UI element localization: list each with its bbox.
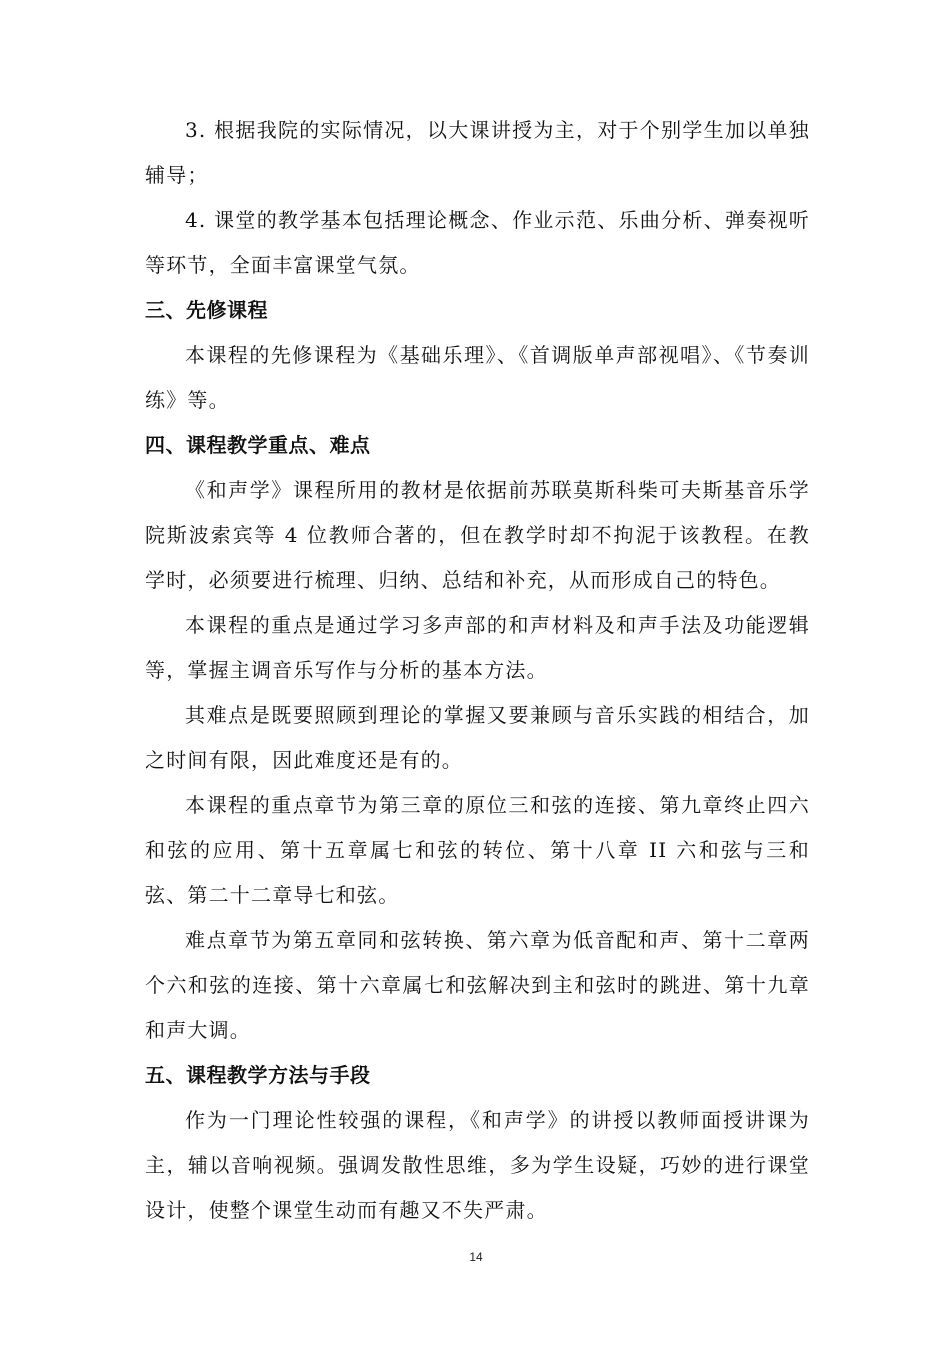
section-heading-teaching-methods: 五、课程教学方法与手段 xyxy=(145,1063,371,1087)
section-heading-prerequisites: 三、先修课程 xyxy=(145,298,268,322)
paragraph-key-chapters: 本课程的重点章节为第三章的原位三和弦的连接、第九章终止四六和弦的应用、第十五章属七和弦的转位、第十八章 II 六和弦与三和弦、第二十二章导七和弦。 xyxy=(145,793,810,907)
paragraph-textbook: 《和声学》课程所用的教材是依据前苏联莫斯科柴可夫斯基音乐学院斯波索宾等 4 位教师合著的，但在教学时却不拘泥于该教程。在教学时，必须要进行梳理、归纳、总结和补充，从而形成自己的特色。 xyxy=(145,478,810,592)
paragraph-difficulty: 其难点是既要照顾到理论的掌握又要兼顾与音乐实践的相结合，加之时间有限，因此难度还是有的。 xyxy=(145,703,810,772)
paragraph-prerequisites: 本课程的先修课程为《基础乐理》、《首调版单声部视唱》、《节奏训练》等。 xyxy=(145,343,810,412)
paragraph-teaching-mode: 3. 根据我院的实际情况，以大课讲授为主，对于个别学生加以单独辅导； xyxy=(145,118,810,187)
paragraph-difficult-chapters: 难点章节为第五章同和弦转换、第六章为低音配和声、第十二章两个六和弦的连接、第十六章属七和弦解决到主和弦时的跳进、第十九章和声大调。 xyxy=(145,928,810,1042)
section-heading-key-points: 四、课程教学重点、难点 xyxy=(145,433,371,457)
paragraph-key-point: 本课程的重点是通过学习多声部的和声材料及和声手法及功能逻辑等，掌握主调音乐写作与分析的基本方法。 xyxy=(145,613,810,682)
paragraph-teaching-methods: 作为一门理论性较强的课程，《和声学》的讲授以教师面授讲课为主，辅以音响视频。强调发散性思维，多为学生设疑，巧妙的进行课堂设计，使整个课堂生动而有趣又不失严肃。 xyxy=(145,1108,810,1222)
paragraph-class-activities: 4. 课堂的教学基本包括理论概念、作业示范、乐曲分析、弹奏视听等环节，全面丰富课堂气氛。 xyxy=(145,208,810,277)
page-number: 14 xyxy=(469,1250,483,1264)
page-content xyxy=(145,108,810,1233)
